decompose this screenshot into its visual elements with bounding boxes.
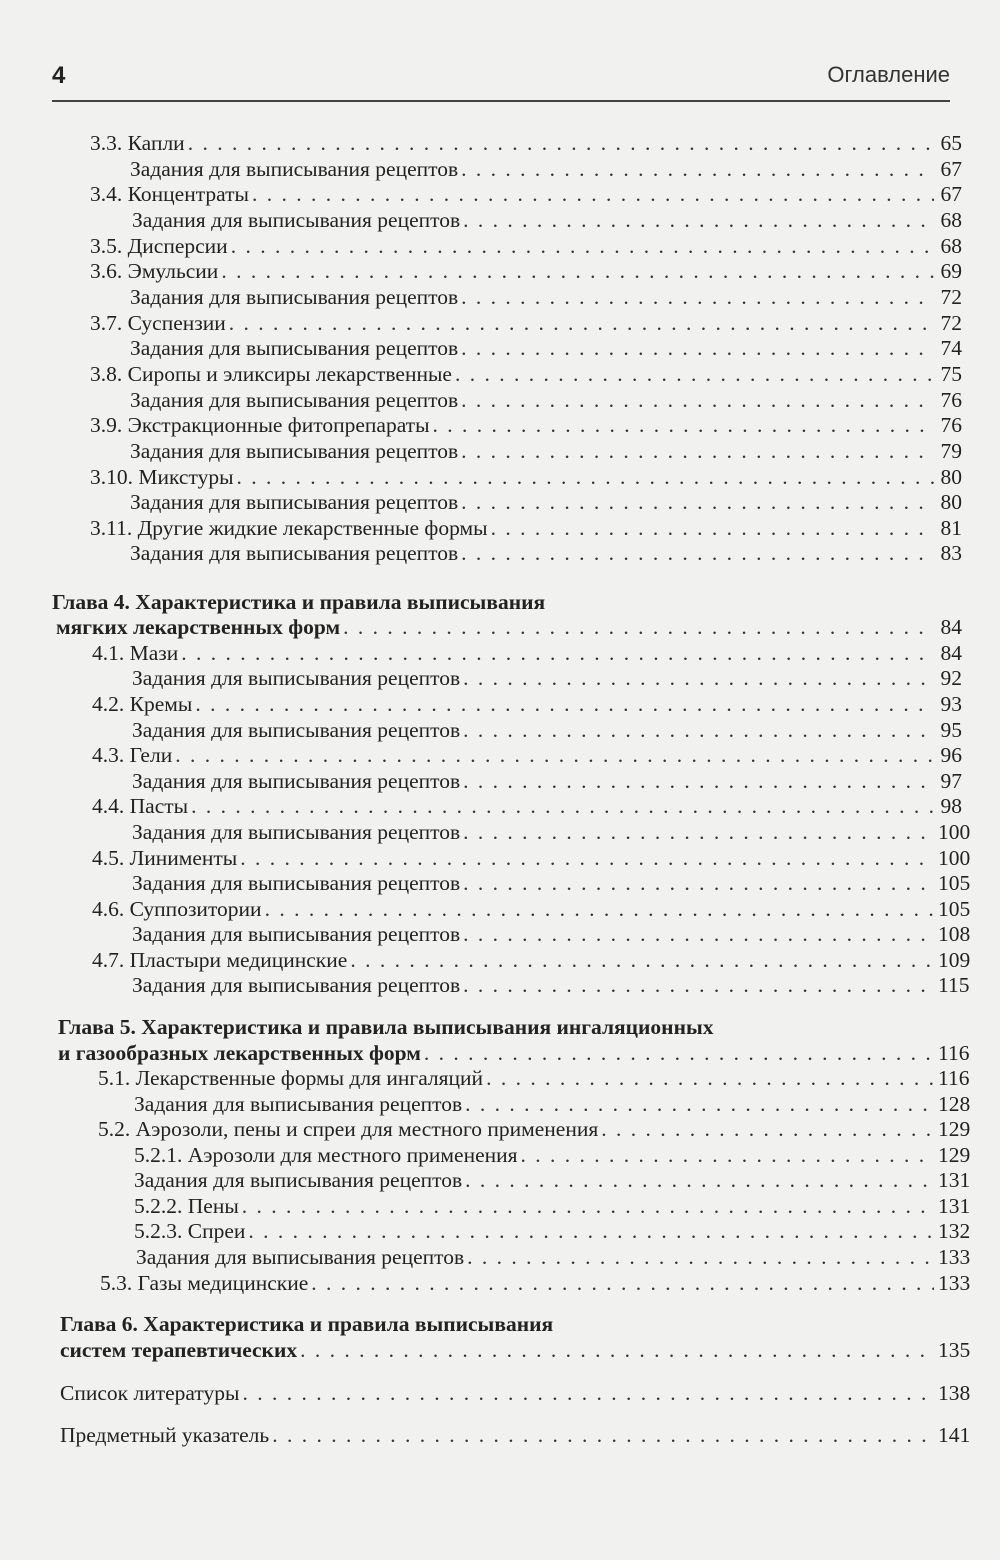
toc-entry[interactable]: Задания для выписывания рецептов . . . 72 xyxy=(130,284,962,310)
toc-chapter-entry[interactable]: мягких лекарственных форм . . . 84 xyxy=(56,614,962,640)
toc-entry[interactable]: 3.11. Другие жидкие лекарственные формы . . . 81 xyxy=(90,515,962,541)
dot-leader xyxy=(467,1244,934,1270)
toc-entry[interactable]: Задания для выписывания рецептов . . . 76 xyxy=(130,387,962,413)
toc-entry[interactable]: 3.9. Экстракционные фитопрепараты . . . 76 xyxy=(90,412,962,438)
dot-leader xyxy=(300,1337,934,1363)
toc-entry[interactable]: Задания для выписывания рецептов . . . 115 xyxy=(132,972,962,998)
chapter-4-heading: Глава 4. Характеристика и правила выписывания xyxy=(52,590,546,614)
dot-leader xyxy=(252,181,934,207)
toc-entry[interactable]: 5.1. Лекарственные формы для ингаляций . . . 116 xyxy=(98,1065,962,1091)
toc-entry[interactable]: 3.5. Дисперсии . . . 68 xyxy=(90,233,962,259)
dot-leader xyxy=(463,972,934,998)
toc-entry[interactable]: 4.5. Линименты . . . 100 xyxy=(92,845,962,871)
dot-leader xyxy=(455,361,934,387)
toc-entry[interactable]: Задания для выписывания рецептов . . . 67 xyxy=(130,156,962,182)
toc-entry[interactable]: 5.2. Аэрозоли, пены и спреи для местного применения . . . 129 xyxy=(98,1116,962,1142)
dot-leader xyxy=(175,742,934,768)
dot-leader xyxy=(221,258,934,284)
dot-leader xyxy=(463,819,934,845)
dot-leader xyxy=(461,438,934,464)
dot-leader xyxy=(188,130,934,156)
dot-leader xyxy=(240,845,934,871)
toc-entry[interactable]: Задания для выписывания рецептов . . . 68 xyxy=(132,207,962,233)
toc-entry[interactable]: Задания для выписывания рецептов . . . 80 xyxy=(130,489,962,515)
dot-leader xyxy=(463,768,934,794)
toc-entry[interactable]: Задания для выписывания рецептов . . . 128 xyxy=(134,1091,962,1117)
dot-leader xyxy=(265,896,934,922)
dot-leader xyxy=(272,1422,934,1448)
chapter-5-heading: Глава 5. Характеристика и правила выписывания ингаляционных xyxy=(58,1015,714,1039)
page-number: 4 xyxy=(52,62,66,89)
dot-leader xyxy=(343,614,934,640)
dot-leader xyxy=(231,233,934,259)
toc-entry[interactable]: Задания для выписывания рецептов . . . 133 xyxy=(136,1244,962,1270)
toc-entry[interactable]: Задания для выписывания рецептов . . . 92 xyxy=(132,665,962,691)
toc-entry[interactable]: Задания для выписывания рецептов . . . 95 xyxy=(132,717,962,743)
dot-leader xyxy=(461,156,934,182)
dot-leader xyxy=(248,1218,934,1244)
dot-leader xyxy=(311,1270,934,1296)
toc-entry[interactable]: 3.7. Суспензии . . . 72 xyxy=(90,310,962,336)
dot-leader xyxy=(191,793,934,819)
toc-entry[interactable]: Задания для выписывания рецептов . . . 79 xyxy=(130,438,962,464)
toc-entry[interactable]: Задания для выписывания рецептов . . . 97 xyxy=(132,768,962,794)
dot-leader xyxy=(465,1167,934,1193)
dot-leader xyxy=(463,717,934,743)
toc-entry[interactable]: 3.4. Концентраты . . . 67 xyxy=(90,181,962,207)
dot-leader xyxy=(461,284,934,310)
toc-entry[interactable]: 4.4. Пасты . . . 98 xyxy=(92,793,962,819)
dot-leader xyxy=(461,387,934,413)
toc-entry-index[interactable]: Предметный указатель . . . 141 xyxy=(60,1422,962,1448)
toc-entry[interactable]: Задания для выписывания рецептов . . . 100 xyxy=(132,819,962,845)
toc-entry[interactable]: 5.2.1. Аэрозоли для местного применения . . . 129 xyxy=(134,1142,962,1168)
toc-entry[interactable]: Задания для выписывания рецептов . . . 83 xyxy=(130,540,962,566)
dot-leader xyxy=(424,1040,934,1066)
toc-entry[interactable]: 5.3. Газы медицинские . . . 133 xyxy=(100,1270,962,1296)
dot-leader xyxy=(463,870,934,896)
toc-chapter-entry[interactable]: систем терапевтических . . . 135 xyxy=(60,1337,962,1363)
toc-entry[interactable]: 3.3. Капли . . . 65 xyxy=(90,130,962,156)
dot-leader xyxy=(433,412,934,438)
dot-leader xyxy=(486,1065,934,1091)
toc-entry[interactable]: Задания для выписывания рецептов . . . 131 xyxy=(134,1167,962,1193)
dot-leader xyxy=(463,665,934,691)
toc-entry[interactable]: 3.8. Сиропы и эликсиры лекарственные . . . 75 xyxy=(90,361,962,387)
dot-leader xyxy=(229,310,934,336)
toc-entry[interactable]: 3.6. Эмульсии . . . 69 xyxy=(90,258,962,284)
toc-chapter-entry[interactable]: и газообразных лекарственных форм . . . 116 xyxy=(58,1040,962,1066)
toc-entry[interactable]: Задания для выписывания рецептов . . . 108 xyxy=(132,921,962,947)
running-head: Оглавление xyxy=(827,62,950,87)
dot-leader xyxy=(237,464,934,490)
page-header xyxy=(52,60,950,102)
toc-entry[interactable]: 4.3. Гели . . . 96 xyxy=(92,742,962,768)
dot-leader xyxy=(521,1142,934,1168)
toc-entry[interactable]: 4.6. Суппозитории . . . 105 xyxy=(92,896,962,922)
dot-leader xyxy=(463,207,934,233)
chapter-6-heading: Глава 6. Характеристика и правила выписывания xyxy=(60,1312,554,1336)
dot-leader xyxy=(465,1091,934,1117)
dot-leader xyxy=(463,921,934,947)
toc-entry[interactable]: 4.1. Мази . . . 84 xyxy=(92,640,962,666)
toc-entry[interactable]: Задания для выписывания рецептов . . . 74 xyxy=(130,335,962,361)
dot-leader xyxy=(350,947,934,973)
toc-entry[interactable]: 3.10. Микстуры . . . 80 xyxy=(90,464,962,490)
dot-leader xyxy=(181,640,934,666)
toc-entry[interactable]: 4.7. Пластыри медицинские . . . 109 xyxy=(92,947,962,973)
toc-entry[interactable]: Задания для выписывания рецептов . . . 105 xyxy=(132,870,962,896)
dot-leader xyxy=(461,489,934,515)
toc-entry[interactable]: 5.2.3. Спреи . . . 132 xyxy=(134,1218,962,1244)
dot-leader xyxy=(195,691,934,717)
dot-leader xyxy=(601,1116,934,1142)
toc-entry-references[interactable]: Список литературы . . . 138 xyxy=(60,1380,962,1406)
toc-entry[interactable]: 4.2. Кремы . . . 93 xyxy=(92,691,962,717)
toc-entry[interactable]: 5.2.2. Пены . . . 131 xyxy=(134,1193,962,1219)
dot-leader xyxy=(491,515,934,541)
dot-leader xyxy=(242,1193,934,1219)
dot-leader xyxy=(242,1380,934,1406)
dot-leader xyxy=(461,335,934,361)
dot-leader xyxy=(461,540,934,566)
